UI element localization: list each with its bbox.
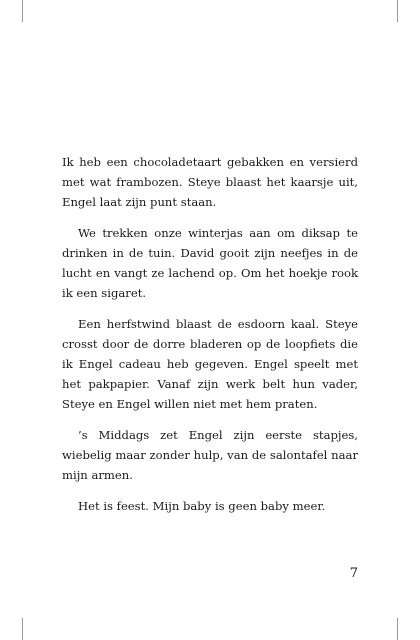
crop-mark-top-right: [397, 0, 398, 22]
paragraph-1: Ik heb een chocoladetaart gebakken en versierd met wat frambozen. Steye blaast het kaarsje uit, Engel laat zijn punt staan.: [62, 155, 358, 209]
paragraph-2: We trekken onze winterjas aan om diksap te drinken in de tuin. David gooit zijn neefjes in de lucht en vangt ze lachend op. Om het hoekje rook ik een sigaret.: [62, 226, 358, 300]
body-text: [62, 152, 358, 527]
paragraph-5: Het is feest. Mijn baby is geen baby meer.: [78, 499, 326, 513]
crop-mark-bottom-left: [22, 618, 23, 640]
paragraph-3: Een herfstwind blaast de esdoorn kaal. Steye crosst door de dorre bladeren op de loopfiets die ik Engel cadeau heb gegeven. Engel speelt met het pakpapier. Vanaf zijn werk belt hun vader, Steye en Engel willen niet met hem praten.: [62, 317, 358, 411]
paragraph-4: ’s Middags zet Engel zijn eerste stapjes, wiebelig maar zonder hulp, van de salontafel naar mijn armen.: [62, 428, 358, 482]
page-number: 7: [349, 566, 358, 581]
crop-mark-bottom-right: [397, 618, 398, 640]
crop-mark-top-left: [22, 0, 23, 22]
